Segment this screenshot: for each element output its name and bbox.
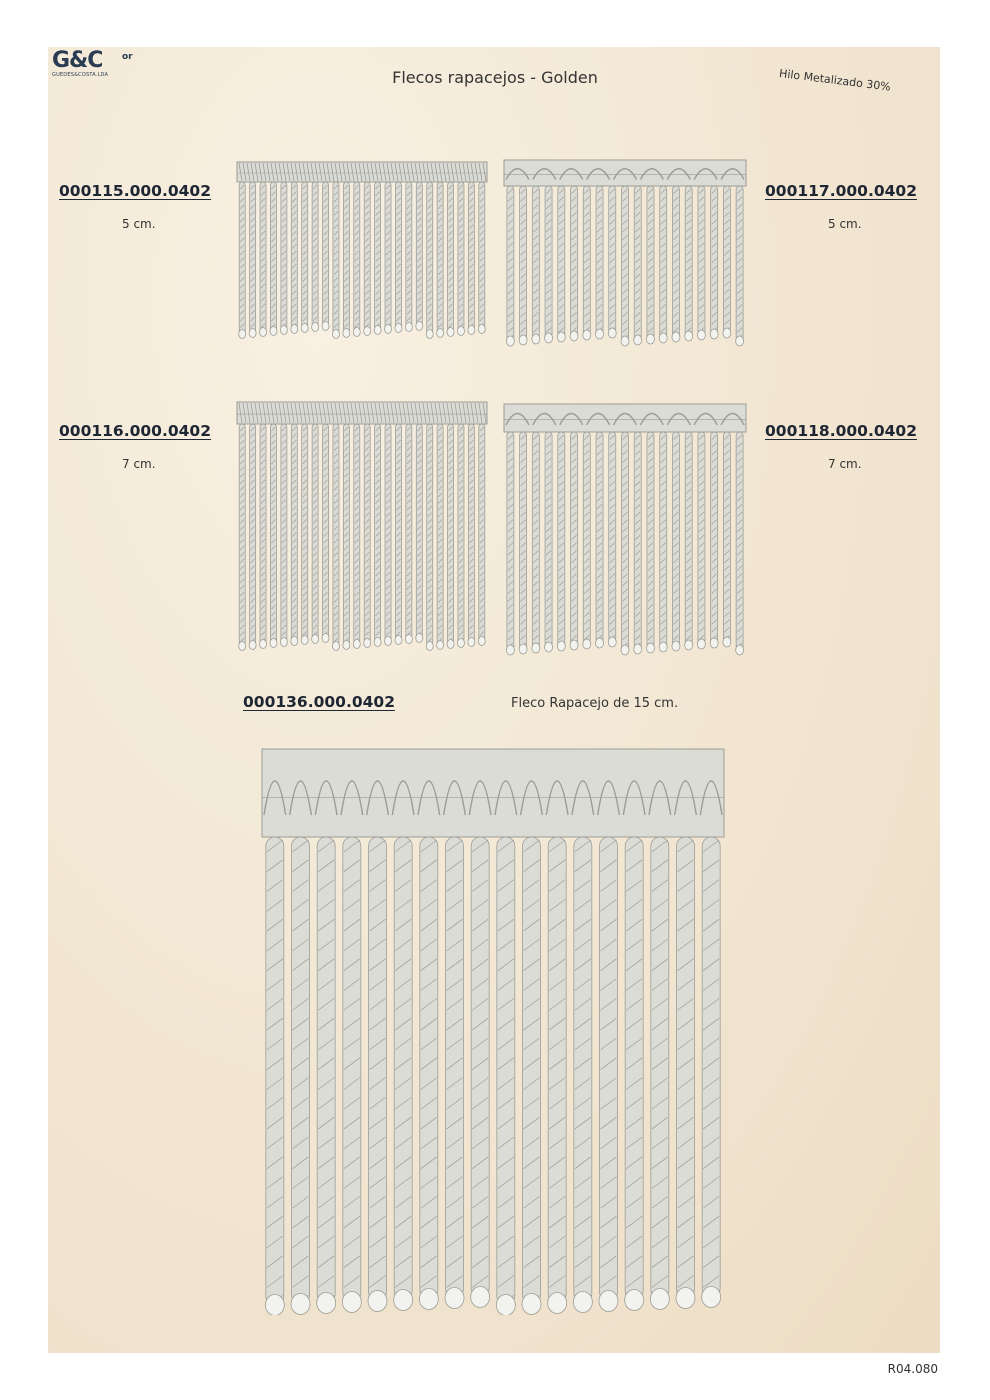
fringe-strand — [523, 837, 541, 1304]
strand-loop-end — [239, 330, 246, 339]
fringe-strand — [333, 182, 339, 334]
fringe-strand — [266, 837, 284, 1305]
logo-company: GUEDES&COSTA.LDA — [52, 72, 109, 78]
strand-loop-end — [301, 636, 308, 645]
strand-loop-end — [239, 642, 246, 651]
strand-loop-end — [312, 635, 319, 644]
strand-loop-end — [702, 1287, 721, 1308]
logo-text: G&C — [52, 48, 103, 73]
strand-loop-end — [697, 330, 705, 340]
fringe-strand — [406, 182, 412, 327]
strand-loop-end — [270, 639, 277, 648]
fringe-strand — [458, 424, 464, 643]
fringe-header — [504, 160, 746, 186]
strand-loop-end — [710, 329, 718, 339]
strand-loop-end — [646, 643, 654, 653]
strand-loop-end — [710, 638, 718, 648]
fringe-strand — [323, 182, 329, 326]
strand-loop-end — [342, 1292, 361, 1313]
fringe-strand — [369, 837, 387, 1301]
product-size-1: 5 cm. — [122, 217, 156, 231]
strand-loop-end — [364, 639, 371, 648]
strand-loop-end — [570, 331, 578, 341]
product-size-3: 7 cm. — [122, 457, 156, 471]
strand-loop-end — [621, 645, 629, 655]
strand-loop-end — [723, 328, 731, 338]
logo-superscript: or — [122, 52, 133, 62]
strand-loop-end — [468, 638, 475, 647]
strand-loop-end — [426, 642, 433, 651]
strand-loop-end — [322, 322, 329, 331]
strand-loop-end — [260, 640, 267, 649]
fringe-strand — [375, 424, 381, 642]
fringe-strand — [364, 424, 370, 643]
strand-loop-end — [583, 330, 591, 340]
strand-loop-end — [280, 326, 287, 335]
strand-loop-end — [625, 1290, 644, 1311]
fringe-strand — [609, 186, 616, 333]
strand-loop-end — [599, 1291, 618, 1312]
page-title: Flecos rapacejos - Golden — [392, 68, 598, 87]
strand-loop-end — [416, 634, 423, 643]
fringe-strand — [520, 186, 527, 340]
fringe-strand — [281, 424, 287, 642]
fringe-sample-featured — [258, 745, 728, 1315]
strand-loop-end — [570, 640, 578, 650]
fringe-strand — [574, 837, 592, 1302]
strand-loop-end — [573, 1292, 592, 1313]
fringe-strand — [239, 182, 245, 334]
fringe-strand — [270, 182, 276, 331]
fringe-strand — [702, 837, 720, 1297]
strand-loop-end — [697, 639, 705, 649]
fringe-strand — [270, 424, 276, 643]
fringe-strand — [600, 837, 618, 1301]
strand-loop-end — [659, 642, 667, 652]
strand-loop-end — [519, 335, 527, 345]
fringe-strand — [677, 837, 695, 1298]
strand-loop-end — [395, 636, 402, 645]
fringe-strand — [448, 182, 454, 332]
fringe-strand — [685, 432, 692, 645]
fringe-strand — [507, 186, 514, 341]
fringe-strand — [468, 182, 474, 330]
strand-loop-end — [468, 326, 475, 335]
strand-loop-end — [405, 635, 412, 644]
strand-loop-end — [332, 330, 339, 339]
strand-loop-end — [368, 1291, 387, 1312]
strand-loop-end — [471, 1287, 490, 1308]
fringe-strand — [507, 432, 514, 650]
product-code-4: 000118.000.0402 — [765, 422, 917, 440]
product-code-2: 000117.000.0402 — [765, 182, 917, 200]
feature-description: Fleco Rapacejo de 15 cm. — [511, 696, 679, 711]
fringe-strand — [479, 182, 485, 329]
fringe-strand — [437, 182, 443, 333]
strand-loop-end — [395, 324, 402, 333]
strand-loop-end — [519, 644, 527, 654]
fringe-strand — [323, 424, 329, 638]
product-code-3: 000116.000.0402 — [59, 422, 211, 440]
feature-code: 000136.000.0402 — [243, 693, 395, 711]
strand-loop-end — [548, 1293, 567, 1314]
fringe-strand — [497, 837, 515, 1305]
fringe-strand — [281, 182, 287, 330]
fringe-strand — [479, 424, 485, 641]
fringe-strand — [416, 182, 422, 326]
strand-loop-end — [353, 328, 360, 337]
strand-loop-end — [312, 323, 319, 332]
strand-loop-end — [596, 329, 604, 339]
fringe-sample-3 — [233, 398, 491, 656]
strand-loop-end — [736, 336, 744, 346]
fringe-strand — [596, 186, 603, 334]
fringe-sample-1 — [233, 158, 491, 344]
strand-loop-end — [416, 322, 423, 331]
fringe-strand — [446, 837, 464, 1298]
strand-loop-end — [426, 330, 433, 339]
fringe-strand — [558, 432, 565, 646]
fringe-strand — [736, 432, 743, 650]
fringe-strand — [375, 182, 381, 330]
fringe-strand — [736, 186, 743, 341]
strand-loop-end — [270, 327, 277, 336]
strand-loop-end — [343, 329, 350, 338]
material-note: Hilo Metalizado 30% — [778, 67, 892, 94]
strand-loop-end — [608, 637, 616, 647]
strand-loop-end — [532, 643, 540, 653]
strand-loop-end — [260, 328, 267, 337]
strand-loop-end — [506, 336, 514, 346]
strand-loop-end — [522, 1294, 541, 1315]
fringe-strand — [532, 432, 539, 648]
fringe-strand — [723, 186, 730, 333]
strand-loop-end — [596, 638, 604, 648]
strand-loop-end — [249, 329, 256, 338]
fringe-strand — [260, 182, 266, 332]
strand-loop-end — [672, 332, 680, 342]
fringe-strand — [291, 424, 297, 641]
strand-loop-end — [478, 325, 485, 334]
strand-loop-end — [685, 331, 693, 341]
strand-loop-end — [374, 326, 381, 335]
fringe-sample-4 — [500, 400, 750, 660]
fringe-strand — [416, 424, 422, 638]
fringe-strand — [385, 424, 391, 641]
strand-loop-end — [736, 645, 744, 655]
fringe-strand — [343, 837, 361, 1302]
strand-loop-end — [659, 333, 667, 343]
strand-loop-end — [343, 641, 350, 650]
fringe-strand — [634, 186, 641, 340]
strand-loop-end — [280, 638, 287, 647]
strand-loop-end — [385, 637, 392, 646]
strand-loop-end — [496, 1295, 515, 1316]
page-reference: R04.080 — [887, 1362, 938, 1376]
strand-loop-end — [646, 334, 654, 344]
strand-loop-end — [353, 640, 360, 649]
strand-loop-end — [650, 1289, 669, 1310]
strand-loop-end — [364, 327, 371, 336]
fringe-strand — [672, 432, 679, 646]
strand-loop-end — [457, 639, 464, 648]
strand-loop-end — [447, 328, 454, 337]
strand-loop-end — [437, 329, 444, 338]
strand-loop-end — [506, 645, 514, 655]
strand-loop-end — [685, 640, 693, 650]
strand-loop-end — [322, 634, 329, 643]
fringe-strand — [548, 837, 566, 1303]
strand-loop-end — [291, 1294, 310, 1315]
strand-loop-end — [249, 641, 256, 650]
strand-loop-end — [676, 1288, 695, 1309]
fringe-strand — [250, 182, 256, 333]
fringe-strand — [354, 182, 360, 332]
strand-loop-end — [291, 325, 298, 334]
fringe-header — [262, 749, 724, 837]
strand-loop-end — [291, 637, 298, 646]
fringe-strand — [458, 182, 464, 331]
fringe-header — [504, 404, 746, 432]
strand-loop-end — [532, 334, 540, 344]
strand-loop-end — [374, 638, 381, 647]
strand-loop-end — [405, 323, 412, 332]
strand-loop-end — [545, 333, 553, 343]
product-code-1: 000115.000.0402 — [59, 182, 211, 200]
fringe-strand — [312, 182, 318, 327]
strand-loop-end — [332, 642, 339, 651]
fringe-strand — [468, 424, 474, 642]
fringe-strand — [647, 432, 654, 648]
strand-loop-end — [672, 641, 680, 651]
fringe-strand — [622, 186, 629, 341]
strand-loop-end — [723, 637, 731, 647]
fringe-strand — [364, 182, 370, 331]
fringe-strand — [292, 837, 310, 1304]
product-size-4: 7 cm. — [828, 457, 862, 471]
strand-loop-end — [394, 1290, 413, 1311]
strand-loop-end — [265, 1295, 284, 1316]
fringe-strand — [291, 182, 297, 329]
strand-loop-end — [545, 642, 553, 652]
fringe-strand — [622, 432, 629, 650]
strand-loop-end — [445, 1288, 464, 1309]
fringe-sample-2 — [500, 156, 750, 351]
strand-loop-end — [457, 327, 464, 336]
strand-loop-end — [608, 328, 616, 338]
fringe-strand — [471, 837, 489, 1297]
strand-loop-end — [621, 336, 629, 346]
fringe-strand — [317, 837, 335, 1303]
strand-loop-end — [634, 335, 642, 345]
fringe-strand — [343, 182, 349, 333]
strand-loop-end — [557, 641, 565, 651]
strand-loop-end — [419, 1289, 438, 1310]
strand-loop-end — [317, 1293, 336, 1314]
strand-loop-end — [437, 641, 444, 650]
strand-loop-end — [447, 640, 454, 649]
strand-loop-end — [583, 639, 591, 649]
fringe-strand — [571, 432, 578, 645]
product-size-2: 5 cm. — [828, 217, 862, 231]
strand-loop-end — [634, 644, 642, 654]
strand-loop-end — [557, 332, 565, 342]
fringe-strand — [385, 182, 391, 329]
fringe-strand — [711, 186, 718, 334]
strand-loop-end — [478, 637, 485, 646]
strand-loop-end — [301, 324, 308, 333]
fringe-strand — [427, 182, 433, 334]
strand-loop-end — [385, 325, 392, 334]
